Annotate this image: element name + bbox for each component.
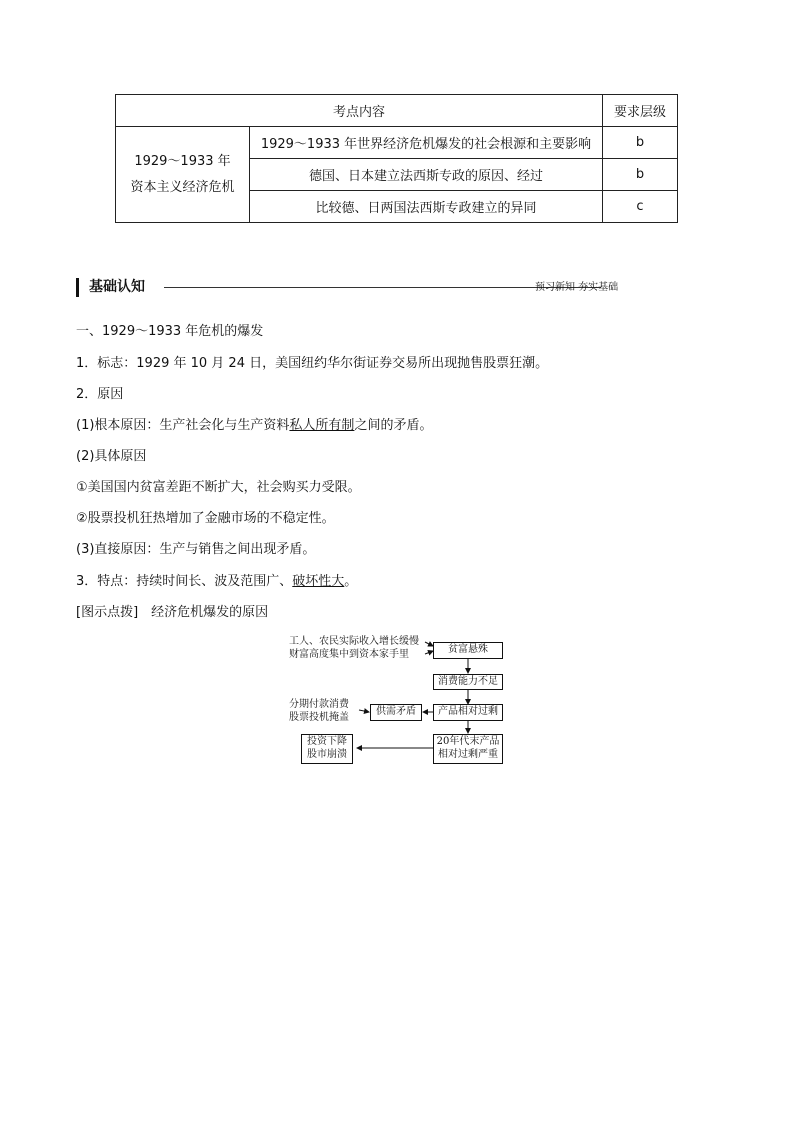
section-title: 基础认知 [89, 279, 145, 295]
box-result-line2: 股市崩溃 [307, 749, 347, 760]
item-2-2: (2)具体原因 [76, 449, 147, 464]
item-3 [76, 572, 357, 592]
item-3-prefix: 3．特点：持续时间长、波及范围广、 [76, 574, 293, 589]
header-level: 要求层级 [603, 95, 678, 127]
header-content: 考点内容 [116, 95, 603, 127]
item-1: 1．标志：1929 年 10 月 24 日，美国纽约华尔街证券交易所出现抛售股票狂潮。 [76, 356, 549, 371]
section-header [76, 278, 632, 298]
topic-line1: 1929～1933 年 [134, 153, 231, 169]
arrow-cause1-bottom [425, 651, 433, 654]
table-header-row [116, 95, 678, 127]
row-content: 1929～1933 年世界经济危机爆发的社会根源和主要影响 [250, 127, 603, 159]
cause2-line1: 分期付款消费 [289, 699, 349, 710]
cause1-line2: 财富高度集中到资本家手里 [289, 649, 409, 660]
item-2-2-a: ①美国国内贫富差距不断扩大，社会购买力受限。 [76, 480, 361, 495]
row-level: b [603, 159, 678, 191]
arrow-cause2-to-contradiction [359, 710, 369, 712]
section-bar [76, 278, 79, 297]
item-2-1-prefix: (1)根本原因：生产社会化与生产资料 [76, 418, 290, 433]
box-20s [433, 734, 503, 764]
table-row [116, 127, 678, 159]
box-result-line1: 投资下降 [307, 736, 347, 747]
item-3-suffix: 。 [344, 574, 358, 589]
row-content: 德国、日本建立法西斯专政的原因、经过 [250, 159, 603, 191]
item-2: 2．原因 [76, 387, 124, 402]
item-2-3: (3)直接原因：生产与销售之间出现矛盾。 [76, 542, 316, 557]
item-3-underline: 破坏性大 [292, 574, 345, 589]
item-2-2-b: ②股票投机狂热增加了金融市场的不稳定性。 [76, 511, 335, 526]
exam-points-table [115, 94, 678, 223]
box-contradiction: 供需矛盾 [370, 704, 422, 721]
section-subtitle: 预习新知 夯实基础 [535, 282, 619, 293]
row-content: 比较德、日两国法西斯专政建立的异同 [250, 191, 603, 223]
heading-1: 一、1929～1933 年危机的爆发 [76, 324, 264, 339]
topic-cell [116, 127, 250, 223]
box-consumption: 消费能力不足 [433, 674, 503, 690]
item-2-1-suffix: 之间的矛盾。 [354, 418, 433, 433]
box-20s-line2: 相对过剩严重 [438, 749, 498, 760]
row-level: c [603, 191, 678, 223]
item-2-1 [76, 416, 432, 436]
cause-diagram [283, 634, 513, 764]
box-gap: 贫富悬殊 [433, 642, 503, 659]
box-result [301, 734, 353, 764]
diagram-label: [图示点拨] 经济危机爆发的原因 [76, 605, 269, 620]
topic-line2: 资本主义经济危机 [130, 179, 235, 195]
box-surplus: 产品相对过剩 [433, 704, 503, 721]
row-level: b [603, 127, 678, 159]
item-2-1-underline: 私人所有制 [289, 418, 355, 433]
cause2-line2: 股票投机掩盖 [289, 712, 349, 723]
arrow-cause1-top [425, 642, 433, 646]
box-20s-line1: 20年代末产品 [436, 736, 500, 747]
cause1-line1: 工人、农民实际收入增长缓慢 [289, 636, 419, 647]
